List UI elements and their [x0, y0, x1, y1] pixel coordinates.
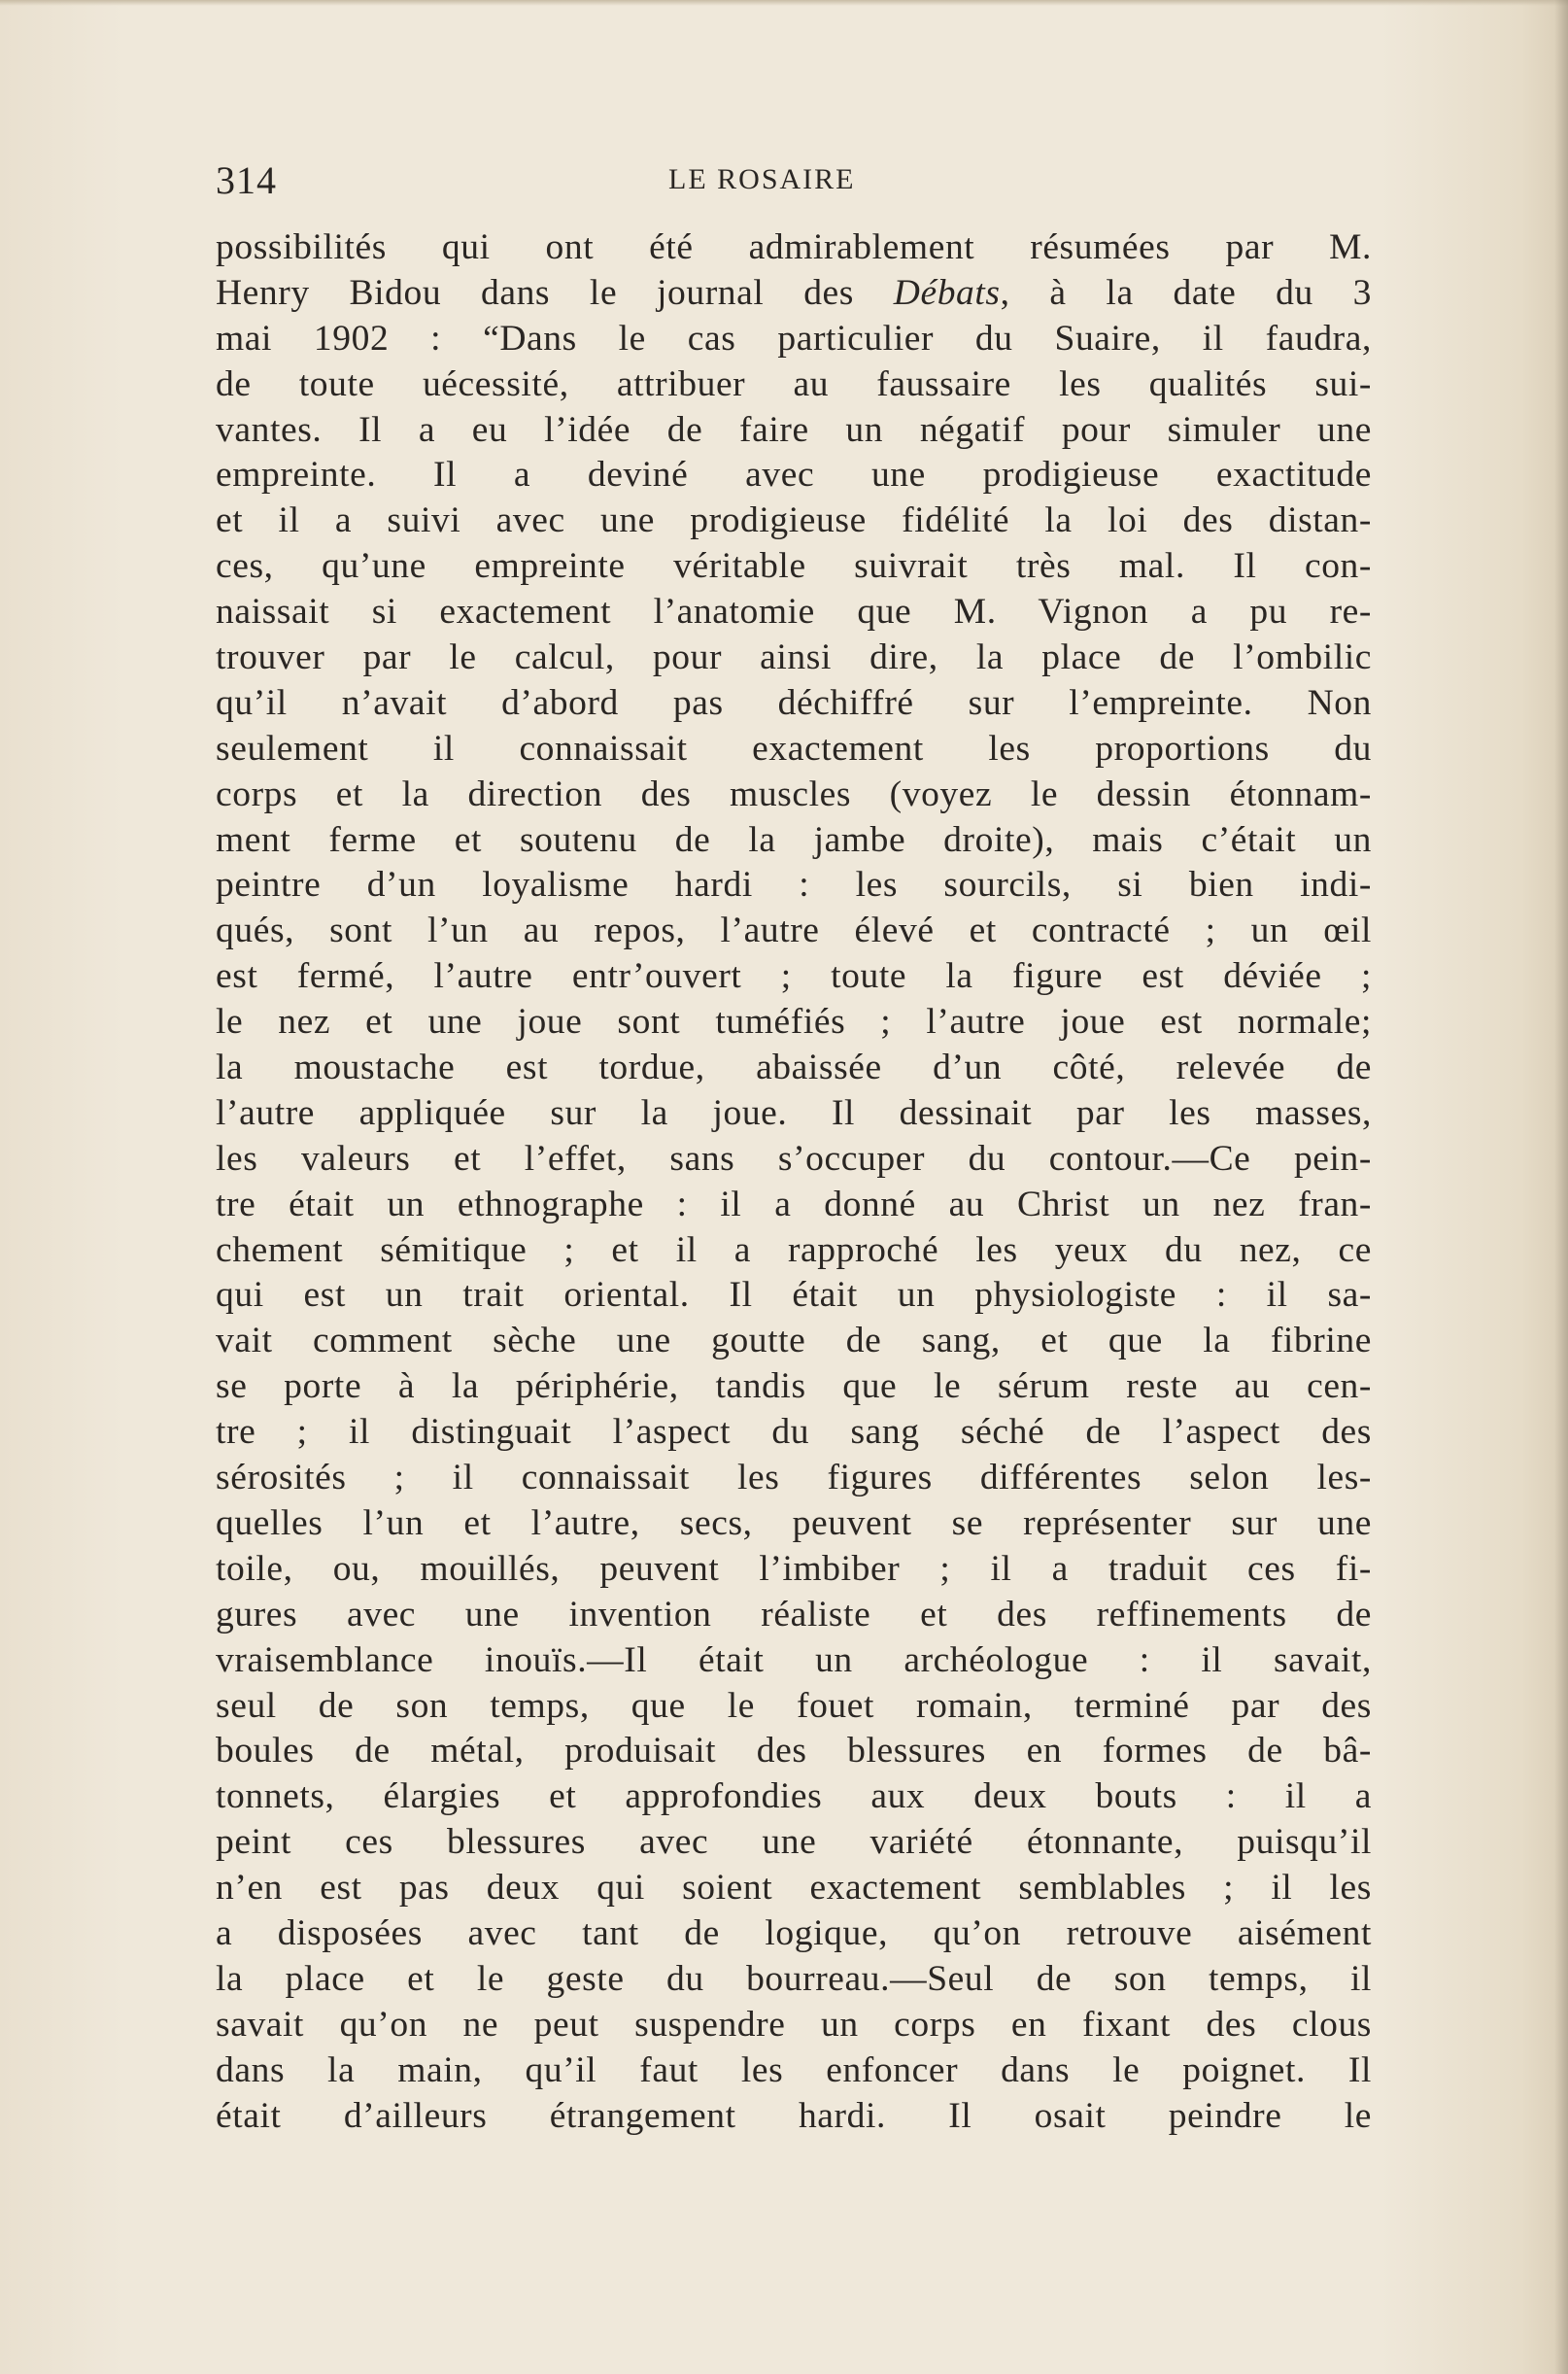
text-line: ment ferme et soutenu de la jambe droite), mais c’était un: [216, 819, 1372, 860]
text-line: vantes. Il a eu l’idée de faire un négatif pour simuler une: [216, 409, 1372, 450]
text-line: qués, sont l’un au repos, l’autre élevé et contracté ; un œil: [216, 911, 1372, 951]
text-line: mai 1902 : “Dans le cas particulier du Suaire, il faudra,: [216, 318, 1372, 359]
text-line: était d’ailleurs étrangement hardi. Il osait peindre le: [216, 2095, 1372, 2136]
text-line: peintre d’un loyalisme hardi : les sourcils, si bien indi-: [216, 865, 1372, 906]
text-line: est fermé, l’autre entr’ouvert ; toute la figure est déviée ;: [216, 956, 1372, 997]
text-line: la place et le geste du bourreau.—Seul de son temps, il: [216, 1958, 1372, 1999]
text-line: vraisemblance inouïs.—Il était un archéologue : il savait,: [216, 1639, 1372, 1680]
text-line: seul de son temps, que le fouet romain, terminé par des: [216, 1685, 1372, 1726]
text-line: sérosités ; il connaissait les figures différentes selon les-: [216, 1458, 1372, 1498]
text-line: de toute uécessité, attribuer au faussaire les qualités sui-: [216, 363, 1372, 404]
text-line: peint ces blessures avec une variété étonnante, puisqu’il: [216, 1822, 1372, 1863]
body-text: [216, 225, 1372, 2139]
text-line: empreinte. Il a deviné avec une prodigieuse exactitude: [216, 455, 1372, 496]
page-top-edge: [0, 0, 1568, 6]
text-line: quelles l’un et l’autre, secs, peuvent se représenter sur une: [216, 1502, 1372, 1543]
text-line: a disposées avec tant de logique, qu’on retrouve aisément: [216, 1912, 1372, 1953]
text-line: qu’il n’avait d’abord pas déchiffré sur l’empreinte. Non: [216, 682, 1372, 723]
journal-title: Débats: [893, 272, 1001, 313]
text-line: ces, qu’une empreinte véritable suivrait très mal. Il con-: [216, 546, 1372, 587]
text-line: l’autre appliquée sur la joue. Il dessinait par les masses,: [216, 1092, 1372, 1133]
text-line: toile, ou, mouillés, peuvent l’imbiber ; il a traduit ces fi-: [216, 1548, 1372, 1589]
text-line: tre était un ethnographe : il a donné au Christ un nez fran-: [216, 1184, 1372, 1224]
text-line: tre ; il distinguait l’aspect du sang séché de l’aspect des: [216, 1412, 1372, 1453]
text-line: Henry Bidou dans le journal des Débats, à la date du 3: [216, 272, 1372, 313]
text-line: qui est un trait oriental. Il était un physiologiste : il sa-: [216, 1275, 1372, 1316]
text-line: le nez et une joue sont tuméfiés ; l’autre joue est normale;: [216, 1002, 1372, 1043]
text-line: naissait si exactement l’anatomie que M. Vignon a pu re-: [216, 592, 1372, 633]
page-number: 314: [216, 158, 277, 202]
text-line: trouver par le calcul, pour ainsi dire, la place de l’ombilic: [216, 637, 1372, 678]
text-line: savait qu’on ne peut suspendre un corps en fixant des clous: [216, 2004, 1372, 2045]
text-line: gures avec une invention réaliste et des reffinements de: [216, 1594, 1372, 1634]
text-line: possibilités qui ont été admirablement résumées par M.: [216, 227, 1372, 267]
text-line: corps et la direction des muscles (voyez le dessin étonnam-: [216, 774, 1372, 814]
text-line: la moustache est tordue, abaissée d’un côté, relevée de: [216, 1048, 1372, 1088]
text-line: dans la main, qu’il faut les enfoncer dans le poignet. Il: [216, 2049, 1372, 2090]
text-line: les valeurs et l’effet, sans s’occuper du contour.—Ce pein-: [216, 1138, 1372, 1179]
text-line: boules de métal, produisait des blessures en formes de bâ-: [216, 1731, 1372, 1772]
text-line: se porte à la périphérie, tandis que le sérum reste au cen-: [216, 1366, 1372, 1407]
text-line: tonnets, élargies et approfondies aux deux bouts : il a: [216, 1776, 1372, 1817]
page-header: [216, 157, 1372, 206]
text-line: seulement il connaissait exactement les proportions du: [216, 728, 1372, 769]
page-binding-shadow: [1554, 0, 1568, 2374]
text-line: chement sémitique ; et il a rapproché les yeux du nez, ce: [216, 1229, 1372, 1270]
text-line: et il a suivi avec une prodigieuse fidélité la loi des distan-: [216, 500, 1372, 541]
text-line: n’en est pas deux qui soient exactement semblables ; il les: [216, 1868, 1372, 1909]
running-head: LE ROSAIRE: [668, 163, 856, 195]
text-line: vait comment sèche une goutte de sang, et que la fibrine: [216, 1321, 1372, 1361]
